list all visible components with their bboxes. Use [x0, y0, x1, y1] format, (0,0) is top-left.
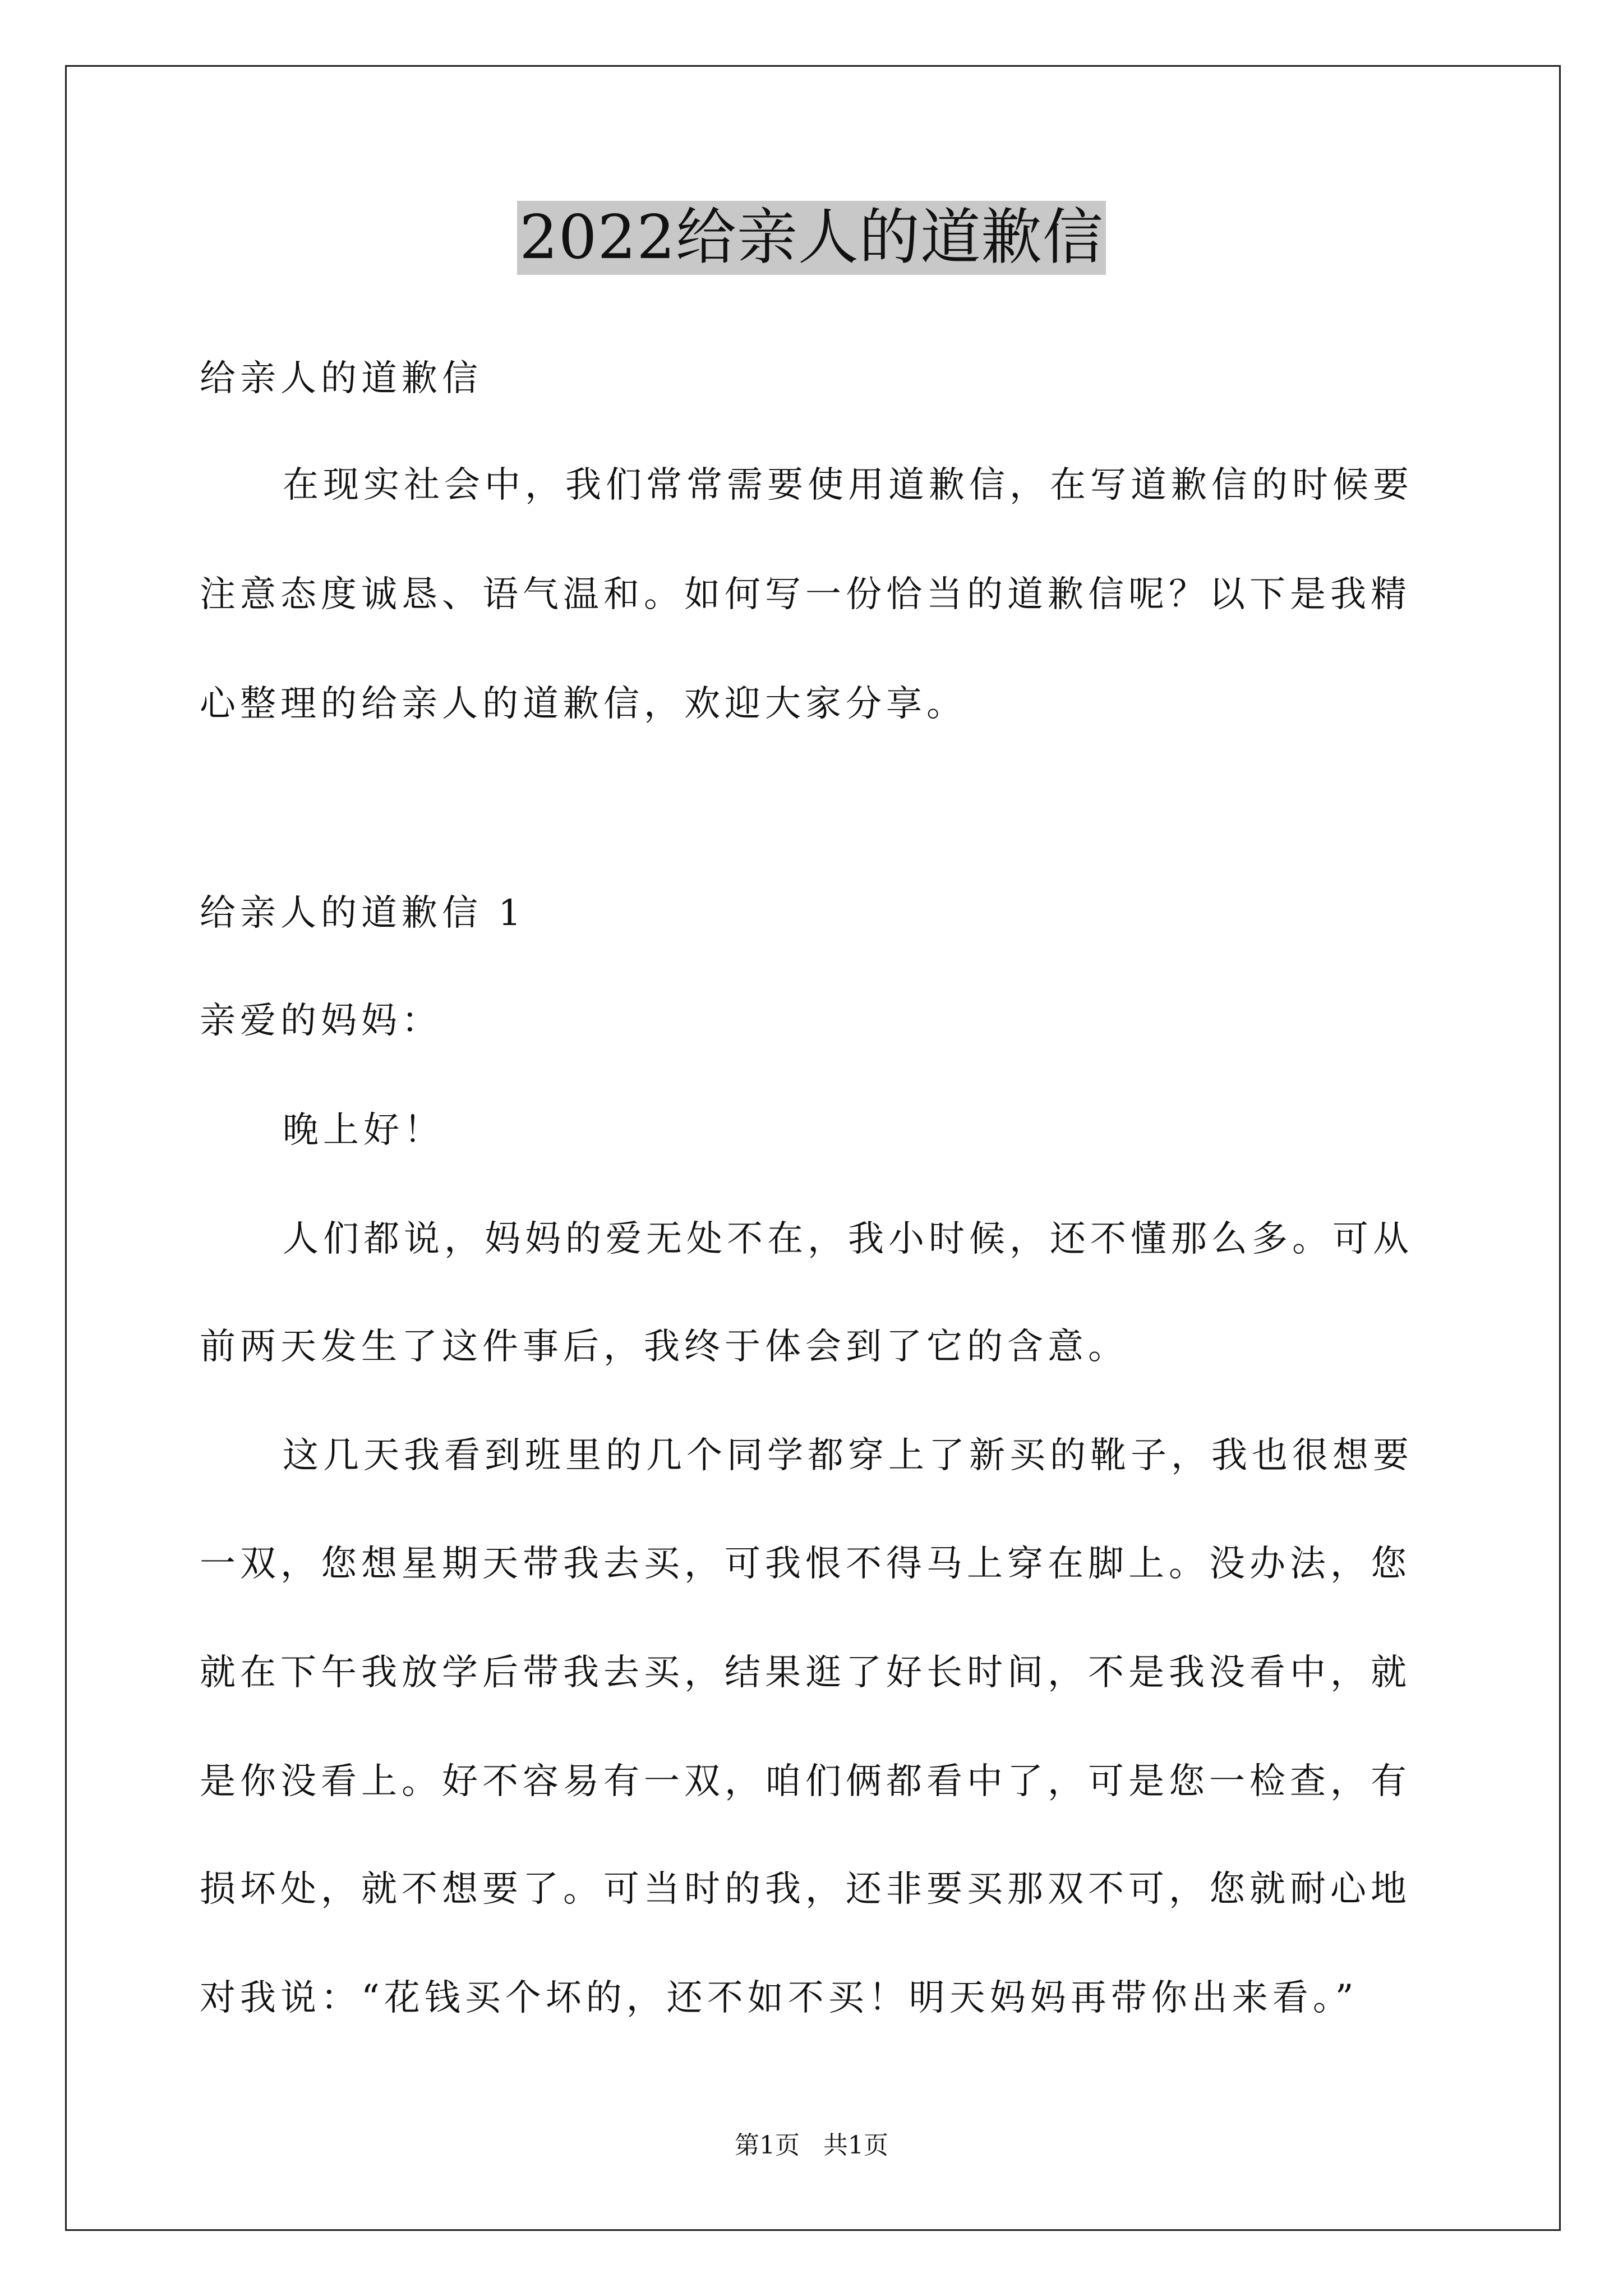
paragraph-line: 一双，您想星期天带我去买，可我恨不得马上穿在脚上。没办法，您 — [200, 1543, 1411, 1585]
page-total: 共1页 — [823, 2131, 888, 2160]
paragraph-line: 在现实社会中，我们常常需要使用道歉信，在写道歉信的时候要 — [283, 464, 1413, 506]
body-heading: 给亲人的道歉信 — [200, 358, 482, 399]
page-footer — [0, 2129, 1623, 2162]
salutation: 亲爱的妈妈： — [200, 1000, 442, 1042]
paragraph-line: 注意态度诚恳、语气温和。如何写一份恰当的道歉信呢？以下是我精 — [200, 574, 1411, 615]
paragraph-line: 心整理的给亲人的道歉信，欢迎大家分享。 — [200, 683, 967, 725]
paragraph-line: 损坏处，就不想要了。可当时的我，还非要买那双不可，您就耐心地 — [200, 1869, 1411, 1910]
paragraph-line: 人们都说，妈妈的爱无处不在，我小时候，还不懂那么多。可从 — [283, 1218, 1413, 1260]
paragraph-line: 前两天发生了这件事后，我终于体会到了它的含意。 — [200, 1326, 1128, 1368]
title-container — [0, 201, 1623, 275]
page-number: 第1页 — [735, 2131, 800, 2160]
paragraph-line: 这几天我看到班里的几个同学都穿上了新买的靴子，我也很想要 — [283, 1435, 1413, 1476]
paragraph-line: 就在下午我放学后带我去买，结果逛了好长时间，不是我没看中，就 — [200, 1652, 1411, 1694]
section-heading: 给亲人的道歉信 1 — [200, 892, 526, 934]
paragraph-line: 对我说：“花钱买个坏的，还不如不买！明天妈妈再带你出来看。” — [200, 1977, 1358, 2019]
document-title: 2022给亲人的道歉信 — [517, 201, 1106, 275]
greeting: 晚上好！ — [283, 1110, 444, 1151]
paragraph-line: 是你没看上。好不容易有一双，咱们俩都看中了，可是您一检查，有 — [200, 1761, 1411, 1802]
